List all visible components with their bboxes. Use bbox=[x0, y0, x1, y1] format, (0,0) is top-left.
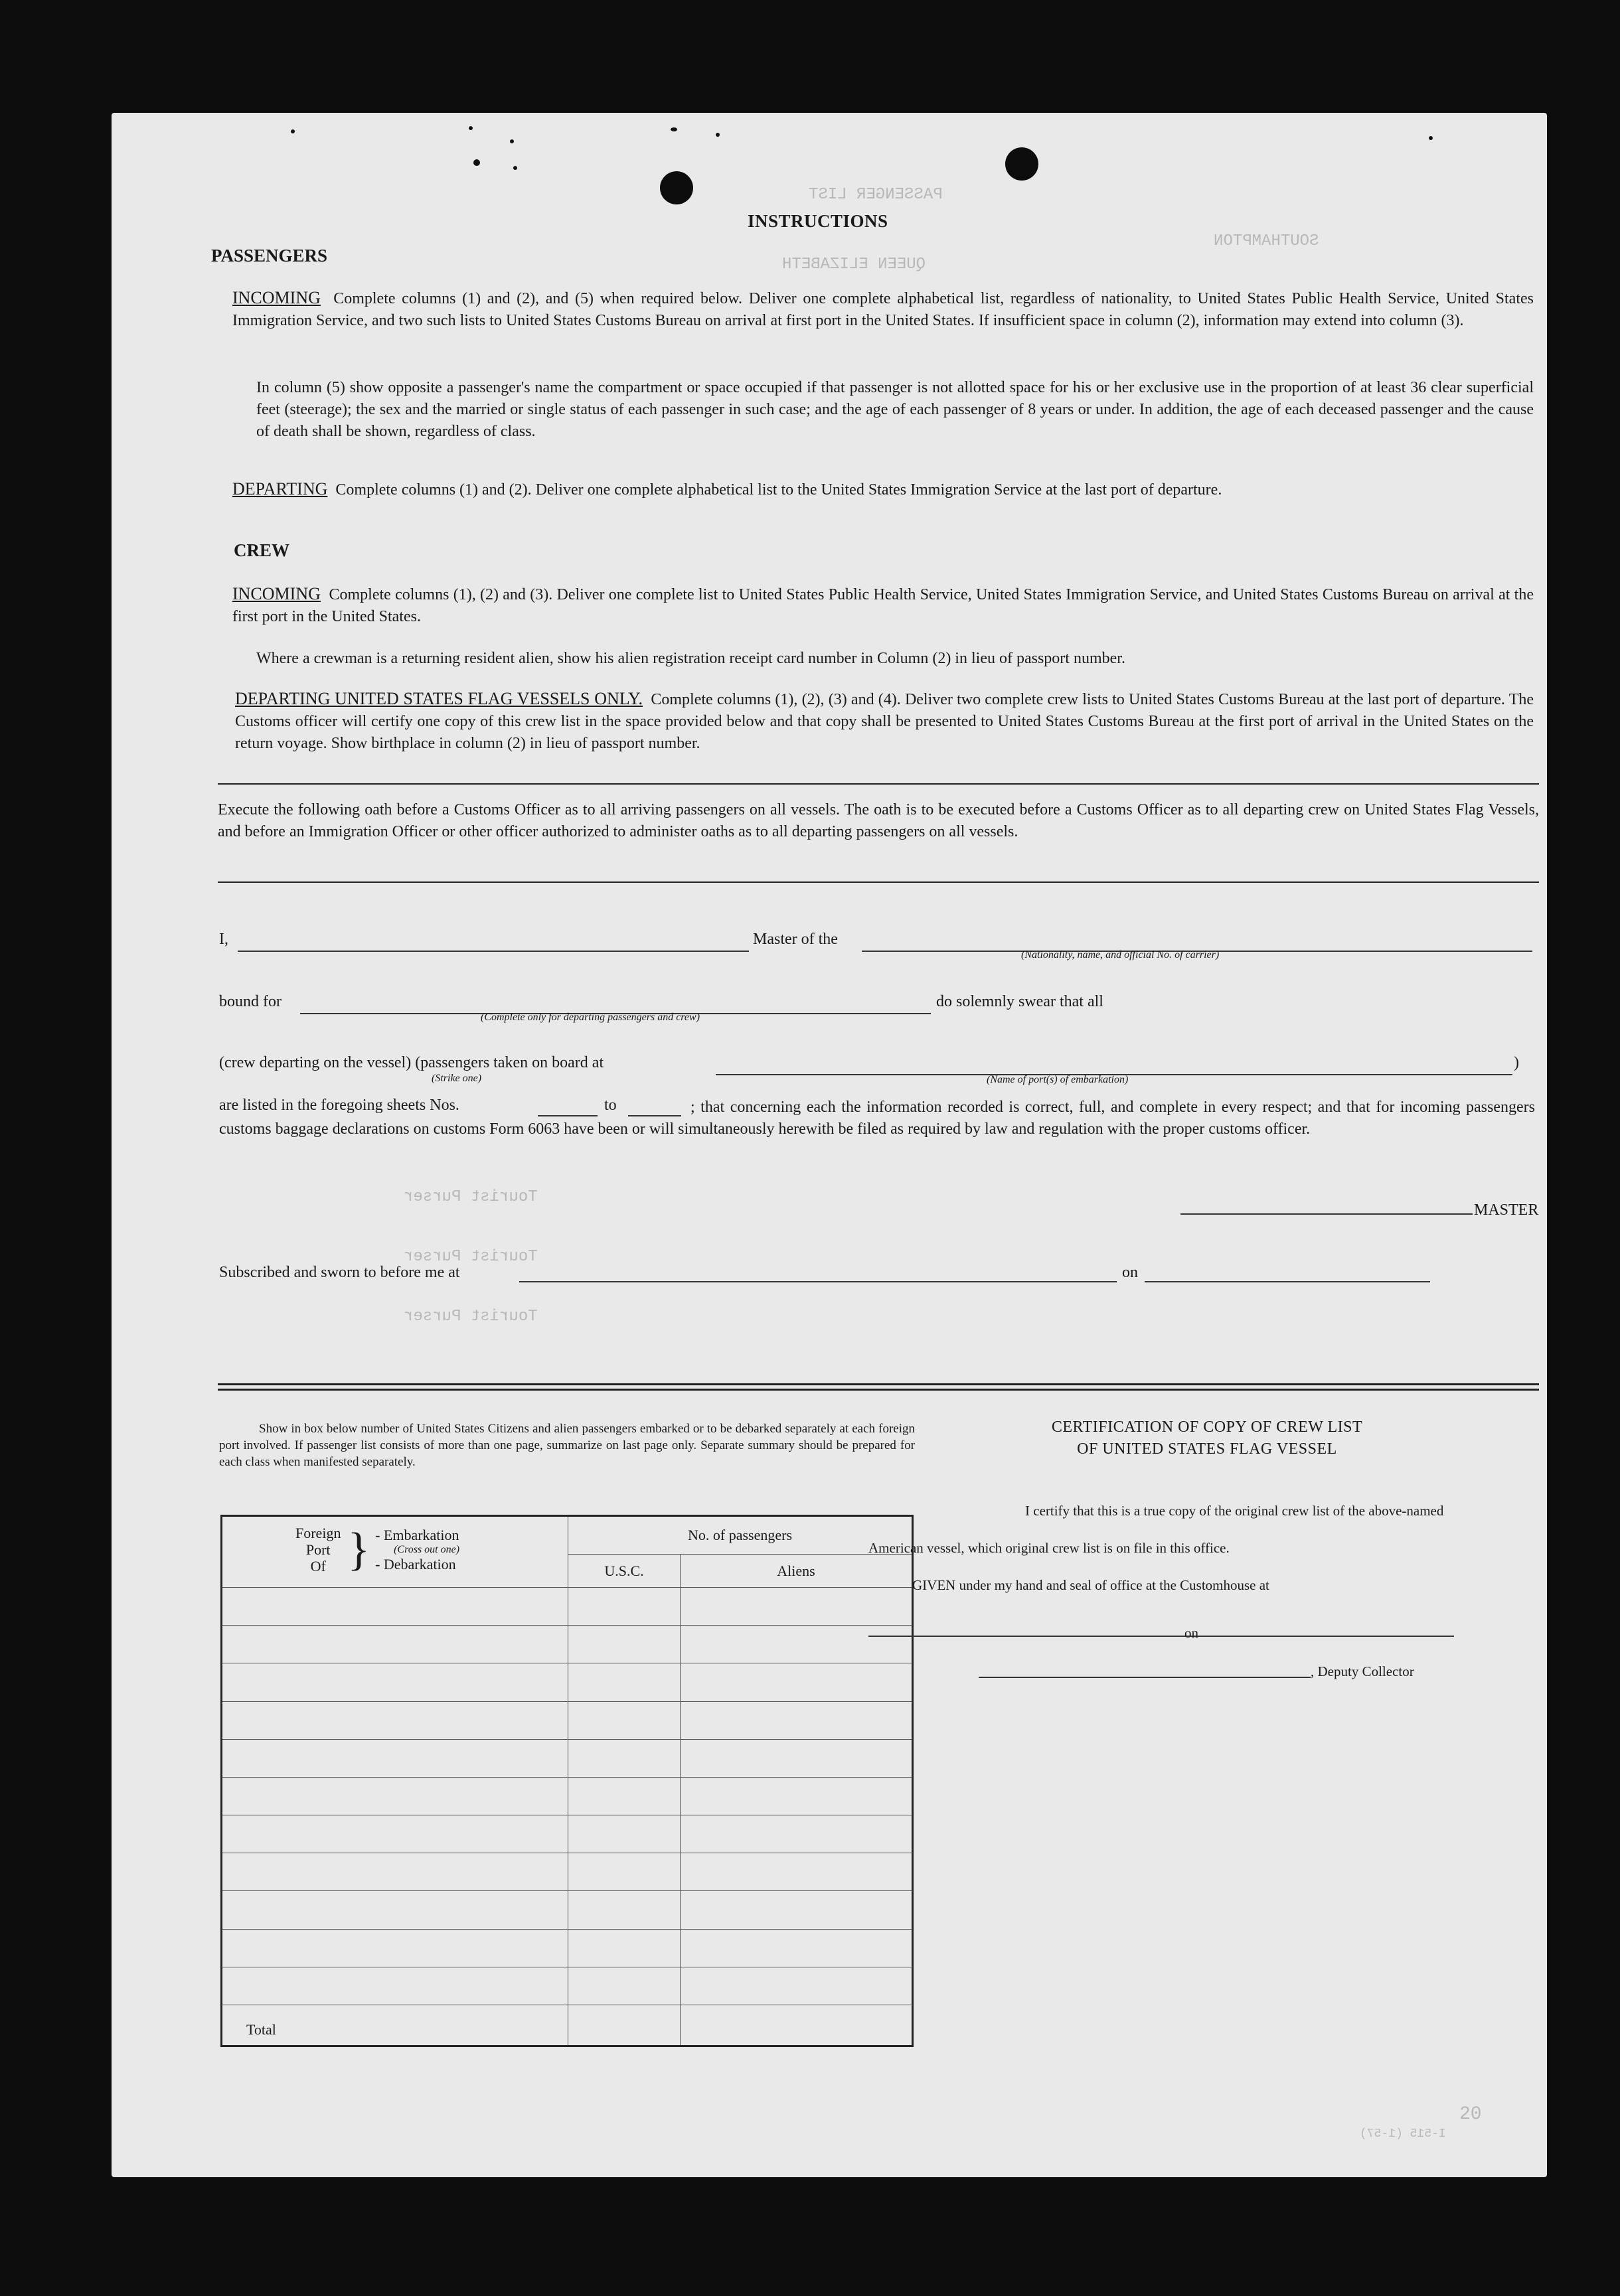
aliens-cell[interactable] bbox=[681, 1663, 913, 1701]
port-cell[interactable] bbox=[222, 1853, 568, 1891]
passengers-departing-paragraph bbox=[232, 478, 1534, 501]
bleed-through-header: SOUTHAMPTON bbox=[1214, 232, 1319, 250]
aliens-header: Aliens bbox=[681, 1555, 913, 1588]
speck bbox=[513, 166, 517, 170]
port-cell[interactable] bbox=[222, 1967, 568, 2005]
usc-cell[interactable] bbox=[568, 1815, 681, 1853]
usc-cell[interactable] bbox=[568, 1626, 681, 1663]
bound-for-caption: (Complete only for departing passengers and crew) bbox=[481, 1012, 700, 1023]
master-signature-field[interactable] bbox=[1180, 1213, 1473, 1215]
ports-caption: (Name of port(s) of embarkation) bbox=[987, 1074, 1129, 1085]
table-row bbox=[222, 1967, 913, 2005]
foreign-port-header bbox=[222, 1516, 568, 1588]
table-row bbox=[222, 1626, 913, 1663]
close-paren: ) bbox=[1514, 1054, 1519, 1071]
total-row bbox=[222, 2005, 913, 2046]
table-row bbox=[222, 1929, 913, 1967]
bleed-through-header: PASSENGER LIST bbox=[809, 186, 943, 204]
double-rule-top bbox=[218, 1383, 1539, 1385]
bound-for-label: bound for bbox=[219, 993, 282, 1010]
aliens-cell[interactable] bbox=[681, 1853, 913, 1891]
master-name-field[interactable] bbox=[238, 951, 749, 952]
double-rule-bottom bbox=[218, 1389, 1539, 1391]
passengers-incoming-paragraph bbox=[232, 287, 1534, 332]
port-label: Port bbox=[305, 1541, 331, 1558]
of-label: Of bbox=[310, 1558, 326, 1574]
usc-cell[interactable] bbox=[568, 1739, 681, 1777]
speck bbox=[291, 129, 295, 133]
to-label: to bbox=[604, 1097, 617, 1114]
certification-on-label: on bbox=[1184, 1625, 1198, 1641]
usc-header: U.S.C. bbox=[568, 1555, 681, 1588]
usc-cell[interactable] bbox=[568, 1777, 681, 1815]
passengers-heading: PASSENGERS bbox=[211, 246, 328, 266]
embarkation-option[interactable]: - Embarkation bbox=[375, 1526, 459, 1543]
brace-icon: } bbox=[347, 1523, 370, 1575]
port-cell[interactable] bbox=[222, 1739, 568, 1777]
port-cell[interactable] bbox=[222, 1626, 568, 1663]
usc-cell[interactable] bbox=[568, 1663, 681, 1701]
section-divider bbox=[218, 881, 1539, 883]
section-divider bbox=[218, 783, 1539, 785]
aliens-cell[interactable] bbox=[681, 1588, 913, 1626]
oath-i-label: I, bbox=[219, 931, 228, 948]
listed-label: are listed in the foregoing sheets Nos. bbox=[219, 1097, 459, 1114]
master-label: MASTER bbox=[1474, 1201, 1539, 1219]
crew-heading: CREW bbox=[234, 540, 290, 560]
crew-incoming-paragraph bbox=[232, 583, 1534, 628]
punch-hole-left bbox=[660, 171, 693, 204]
passengers-column5-paragraph: In column (5) show opposite a passenger's name the compartment or space occupied if that passenger is not allotted space for his or her exclusive use in the proportion of at least 36 clear superficial feet (steerage); the sex and the married or single status of each passenger in such case; and the age of each passenger of 8 years or under. In addition, the age of each deceased passenger and the cause of death shall be shown, regardless of class. bbox=[256, 379, 1534, 440]
passengers-taken-option[interactable]: (passengers taken on board at bbox=[415, 1054, 604, 1071]
swear-label: do solemnly swear that all bbox=[936, 993, 1103, 1010]
usc-cell[interactable] bbox=[568, 1853, 681, 1891]
usc-total-cell[interactable] bbox=[568, 2005, 681, 2046]
subscribed-label: Subscribed and sworn to before me at bbox=[219, 1264, 460, 1281]
bleed-through-form-code: I-515 (1-57) bbox=[1360, 2127, 1446, 2141]
passengers-departing-label: DEPARTING bbox=[232, 479, 328, 498]
summary-instructions: Show in box below number of United States Citizens and alien passengers embarked or to be debarked separately at each foreign port involved. If passenger list consists of more than one page, summarize on last page only. Separate summary should be prepared for each class when manifested separately. bbox=[219, 1422, 915, 1469]
crew-resident-paragraph: Where a crewman is a returning resident alien, show his alien registration receipt card number in Column (2) in lieu of passport number. bbox=[256, 650, 1125, 667]
bleed-through-header: QUEEN ELIZABETH bbox=[782, 256, 926, 273]
table-row bbox=[222, 1891, 913, 1929]
port-cell[interactable] bbox=[222, 1588, 568, 1626]
aliens-cell[interactable] bbox=[681, 1891, 913, 1929]
speck bbox=[716, 133, 720, 137]
crew-departing-paragraph bbox=[235, 688, 1534, 755]
port-cell[interactable] bbox=[222, 1815, 568, 1853]
speck bbox=[473, 159, 480, 166]
aliens-cell[interactable] bbox=[681, 1815, 913, 1853]
speck bbox=[1429, 136, 1433, 140]
foreign-label: Foreign bbox=[295, 1525, 341, 1541]
table-row bbox=[222, 1777, 913, 1815]
given-line: GIVEN under my hand and seal of office at the Customhouse at bbox=[912, 1577, 1269, 1593]
bleed-through-text: Tourist Purser bbox=[404, 1248, 538, 1266]
total-label: Total bbox=[222, 2005, 568, 2046]
passengers-incoming-text: Complete columns (1) and (2), and (5) when required below. Deliver one complete alphabetical list, regardless of nationality, to United States Public Health Service, United States Immigration Service, and two such lists to United States Customs Bureau on arrival at first port in the United States. If insufficient space in column (2), information may extend into column (3). bbox=[232, 290, 1534, 329]
port-cell[interactable] bbox=[222, 1663, 568, 1701]
crew-departing-text: Complete columns (1), (2), (3) and (4). Deliver two complete crew lists to United States Customs Bureau at the last port of departure. The Customs officer will certify one copy of this crew list in the space provided below and that copy shall be presented to United States Customs Bureau at the first port of arrival in the United States on the return voyage. Show birthplace in column (2) in lieu of passport number. bbox=[235, 691, 1534, 752]
aliens-cell[interactable] bbox=[681, 1701, 913, 1739]
debarkation-option[interactable]: - Debarkation bbox=[375, 1555, 456, 1572]
passenger-summary-table bbox=[220, 1515, 914, 2047]
aliens-total-cell[interactable] bbox=[681, 2005, 913, 2046]
aliens-cell[interactable] bbox=[681, 1777, 913, 1815]
strike-caption: (Strike one) bbox=[432, 1073, 482, 1084]
deputy-collector-label: , Deputy Collector bbox=[1311, 1663, 1414, 1679]
oath-intro-paragraph: Execute the following oath before a Customs Officer as to all arriving passengers on all vessels. The oath is to be executed before a Customs Officer as to all departing crew on United States Flag Vessels, and before an Immigration Officer or other officer authorized to administer oaths as to all departing passengers on all vessels. bbox=[218, 801, 1539, 840]
instructions-title: INSTRUCTIONS bbox=[748, 211, 888, 231]
certification-title bbox=[968, 1416, 1446, 1460]
subscribed-date-field[interactable] bbox=[1145, 1281, 1430, 1282]
crew-passengers-line bbox=[219, 1054, 604, 1072]
punch-hole-right bbox=[1005, 147, 1038, 181]
table-row bbox=[222, 1815, 913, 1853]
crew-incoming-label: INCOMING bbox=[232, 584, 321, 603]
passengers-departing-text: Complete columns (1) and (2). Deliver one complete alphabetical list to the United States Immigration Service at the last port of departure. bbox=[335, 481, 1222, 498]
subscribed-place-field[interactable] bbox=[519, 1281, 1117, 1282]
table-row bbox=[222, 1701, 913, 1739]
certify-line1: I certify that this is a true copy of the original crew list of the above-named bbox=[1025, 1503, 1444, 1519]
port-cell[interactable] bbox=[222, 1777, 568, 1815]
passengers-incoming-label: INCOMING bbox=[232, 288, 321, 307]
table-row bbox=[222, 1588, 913, 1626]
carrier-caption: (Nationality, name, and official No. of carrier) bbox=[1021, 949, 1220, 960]
table-row bbox=[222, 1853, 913, 1891]
bleed-through-text: Tourist Purser bbox=[404, 1308, 538, 1326]
listed-tail-paragraph: ; that concerning each the information recorded is correct, full, and complete in every respect; and that for incoming passengers customs baggage declarations on customs Form 6063 have been or will simultaneously herewith be filed as required by law and regulation with the proper customs officer. bbox=[219, 1099, 1535, 1138]
bleed-through-page-number: 20 bbox=[1459, 2104, 1482, 2125]
table-row bbox=[222, 1663, 913, 1701]
usc-cell[interactable] bbox=[568, 1929, 681, 1967]
crew-departing-label: DEPARTING UNITED STATES FLAG VESSELS ONLY. bbox=[235, 689, 643, 708]
deputy-collector-signature[interactable] bbox=[979, 1677, 1311, 1678]
certify-line2: American vessel, which original crew list is on file in this office. bbox=[868, 1540, 1230, 1556]
aliens-cell[interactable] bbox=[681, 1739, 913, 1777]
aliens-cell[interactable] bbox=[681, 1929, 913, 1967]
certification-title-line1: CERTIFICATION OF COPY OF CREW LIST bbox=[1051, 1418, 1363, 1436]
master-of-label: Master of the bbox=[753, 931, 838, 948]
speck bbox=[469, 126, 473, 130]
cross-out-caption: (Cross out one) bbox=[394, 1543, 460, 1555]
table-row bbox=[222, 1739, 913, 1777]
crew-incoming-text: Complete columns (1), (2) and (3). Deliver one complete list to United States Public Health Service, United States Immigration Service, and United States Customs Bureau on arrival at the first port in the United States. bbox=[232, 586, 1534, 625]
port-cell[interactable] bbox=[222, 1891, 568, 1929]
certification-title-line2: OF UNITED STATES FLAG VESSEL bbox=[1077, 1440, 1337, 1458]
port-cell[interactable] bbox=[222, 1701, 568, 1739]
aliens-cell[interactable] bbox=[681, 1626, 913, 1663]
usc-cell[interactable] bbox=[568, 1588, 681, 1626]
speck bbox=[510, 139, 514, 143]
bleed-through-text: Tourist Purser bbox=[404, 1188, 538, 1206]
speck bbox=[671, 127, 677, 131]
document-page bbox=[112, 113, 1547, 2177]
no-of-passengers-header: No. of passengers bbox=[568, 1516, 913, 1555]
subscribed-on-label: on bbox=[1122, 1264, 1138, 1281]
usc-cell[interactable] bbox=[568, 1967, 681, 2005]
usc-cell[interactable] bbox=[568, 1701, 681, 1739]
crew-departing-option[interactable]: (crew departing on the vessel) bbox=[219, 1054, 412, 1071]
aliens-cell[interactable] bbox=[681, 1967, 913, 2005]
usc-cell[interactable] bbox=[568, 1891, 681, 1929]
port-cell[interactable] bbox=[222, 1929, 568, 1967]
certification-date-field[interactable] bbox=[1207, 1636, 1454, 1637]
